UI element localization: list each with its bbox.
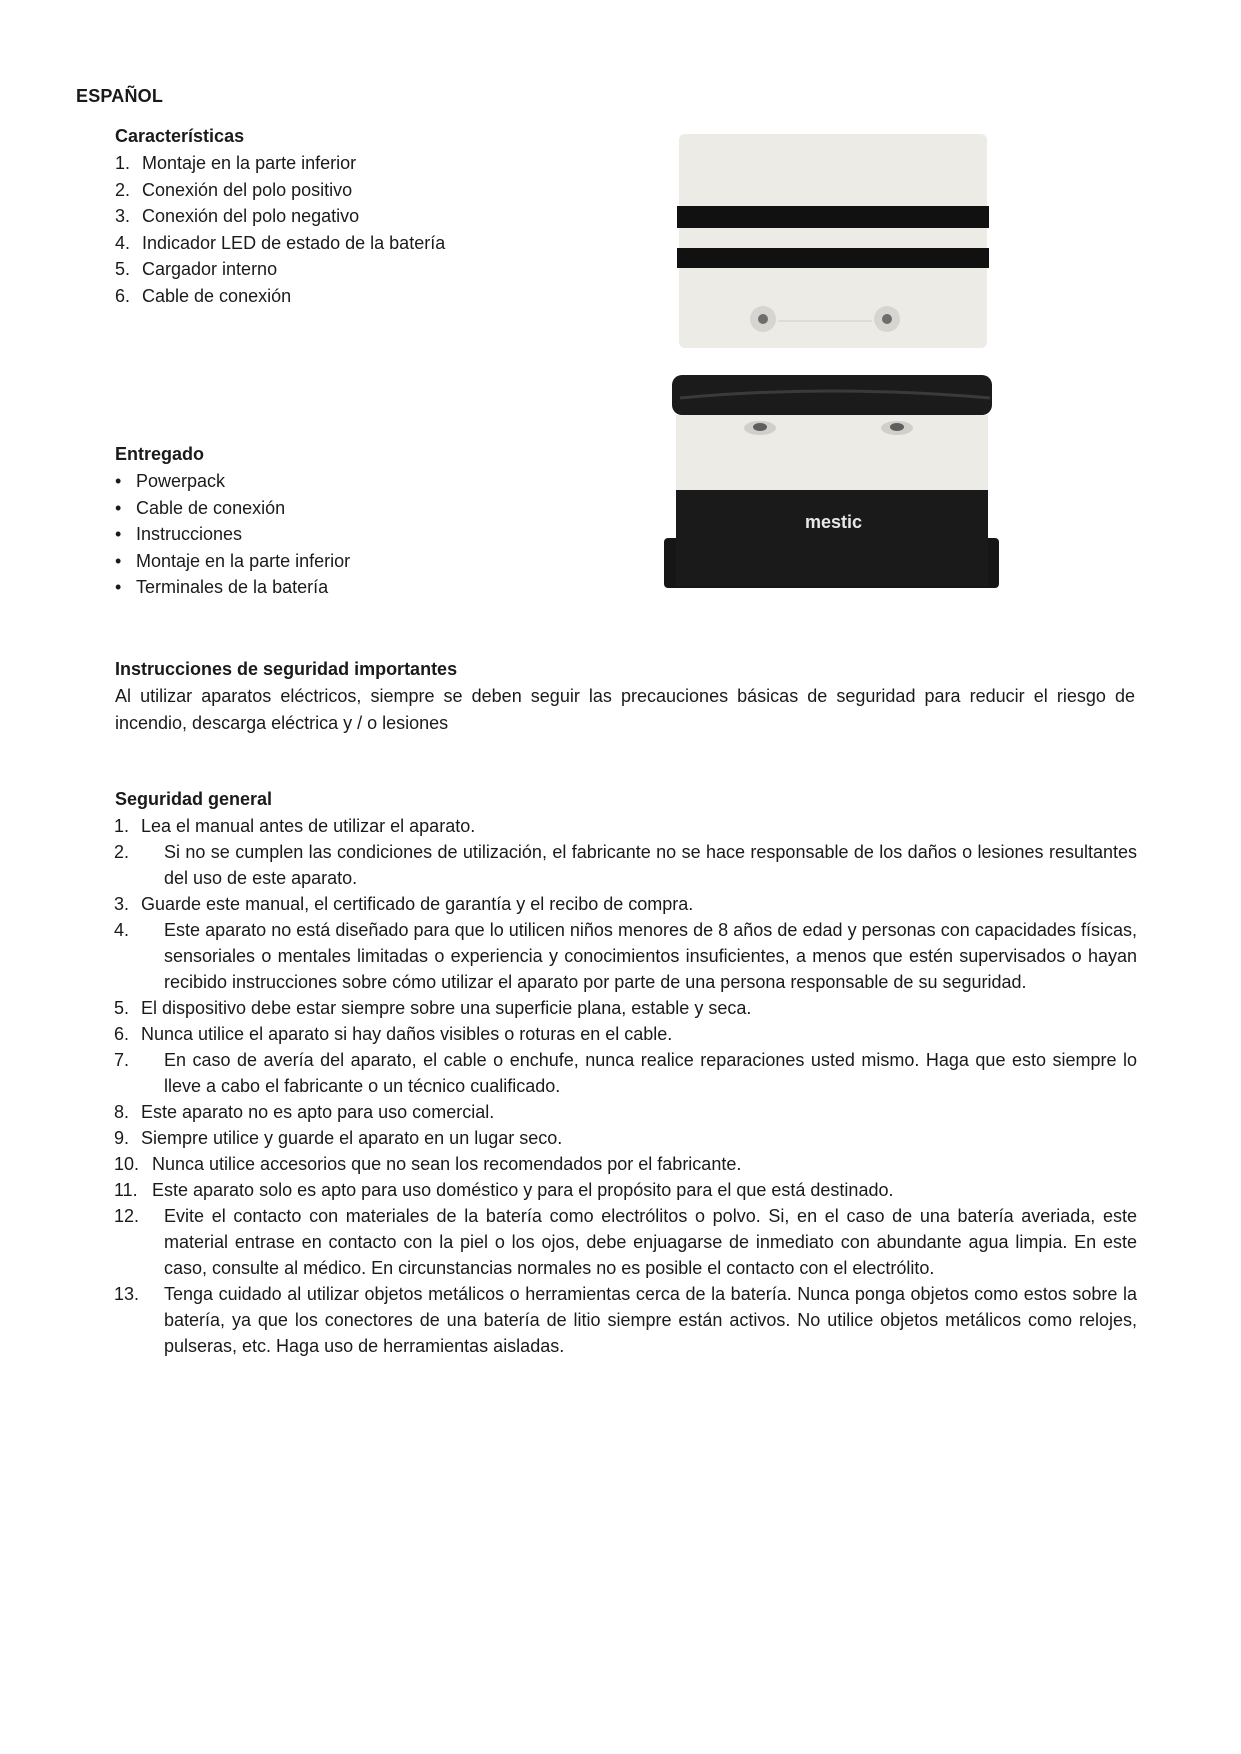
item-number: 8. (114, 1102, 130, 1122)
battery-front-light (676, 415, 988, 490)
general-safety-section (115, 786, 1137, 1359)
item-number: 2. (114, 842, 130, 862)
list-item (114, 1281, 1137, 1359)
list-item (115, 230, 615, 257)
general-safety-list (115, 813, 1137, 1359)
item-number: 3. (114, 894, 130, 914)
item-text: Este aparato no está diseñado para que lo utilicen niños menores de 8 años de edad y personas con capacidades físicas, sensoriales o mentales limitadas o experiencia y conocimientos insuficientes, a menos que estén supervisados o hayan recibido instrucciones sobre cómo utilizar el aparato por parte de una persona responsable de su seguridad. (164, 920, 1137, 992)
item-text: Si no se cumplen las condiciones de utilización, el fabricante no se hace responsable de los daños o lesiones resultantes del uso de este aparato. (164, 842, 1137, 888)
item-text: Powerpack (136, 471, 226, 491)
list-item (115, 468, 615, 495)
list-item (114, 1177, 1137, 1203)
battery-front-dark (676, 490, 988, 586)
list-item (115, 283, 615, 310)
item-text: Este aparato no es apto para uso comercial. (141, 1102, 495, 1122)
item-number: 3. (115, 206, 131, 226)
terminal-right-center (890, 423, 904, 431)
item-number: 4. (114, 920, 130, 940)
battery-top-body (679, 134, 987, 348)
item-number: 5. (115, 259, 131, 279)
item-text: Conexión del polo positivo (142, 179, 353, 200)
general-safety-title: Seguridad general (115, 789, 273, 809)
item-text: Cable de conexión (136, 497, 286, 518)
item-text: Tenga cuidado al utilizar objetos metálicos o herramientas cerca de la batería. Nunca ponga objetos como estos sobre la batería, ya que los conectores de una batería de litio siempre están activos. No utilice objetos metálicos como relojes, pulseras, etc. Haga uso de herramientas aisladas. (164, 1284, 1137, 1356)
item-number: 6. (114, 1024, 130, 1044)
brand-logo: mestic (805, 512, 863, 532)
item-number: 7. (114, 1050, 130, 1070)
list-item (114, 839, 1137, 891)
item-number: 4. (115, 232, 131, 253)
item-text: Montaje en la parte inferior (142, 153, 357, 173)
item-text: Terminales de la batería (136, 577, 329, 597)
list-item (114, 1047, 1137, 1099)
list-item (114, 1021, 1137, 1047)
list-item (114, 917, 1137, 995)
list-item (115, 548, 615, 575)
bullet-icon: • (115, 471, 122, 491)
list-item (115, 177, 615, 204)
bullet-icon: • (115, 497, 122, 518)
important-safety-title: Instrucciones de seguridad importantes (115, 659, 458, 679)
strap-bottom (677, 248, 989, 268)
list-item (114, 1203, 1137, 1281)
item-text: Este aparato solo es apto para uso doméstico y para el propósito para el que está destinado. (152, 1180, 894, 1200)
item-text: Nunca utilice accesorios que no sean los recomendados por el fabricante. (152, 1154, 742, 1174)
item-number: 5. (114, 998, 130, 1018)
list-item (115, 203, 615, 230)
item-number: 13. (114, 1284, 140, 1304)
list-item (115, 574, 615, 601)
powerpack-image (660, 128, 1020, 608)
features-section (115, 123, 615, 309)
features-title: Características (115, 126, 245, 146)
list-item (115, 256, 615, 283)
delivered-title: Entregado (115, 444, 205, 464)
item-text: Siempre utilice y guarde el aparato en un lugar seco. (141, 1128, 563, 1148)
list-item (114, 813, 1137, 839)
item-number: 12. (114, 1206, 140, 1226)
list-item (115, 521, 615, 548)
item-number: 1. (115, 153, 131, 173)
item-text: Nunca utilice el aparato si hay daños visibles o roturas en el cable. (141, 1024, 673, 1044)
list-item (114, 995, 1137, 1021)
item-number: 11. (114, 1180, 138, 1200)
mount-hole-left-center (758, 314, 768, 324)
important-safety-body: Al utilizar aparatos eléctricos, siempre se deben seguir las precauciones básicas de seguridad para reducir el riesgo de incendio, descarga eléctrica y / o lesiones (115, 686, 1135, 733)
delivered-list (115, 468, 615, 601)
item-text: Guarde este manual, el certificado de garantía y el recibo de compra. (141, 894, 694, 914)
list-item (114, 1099, 1137, 1125)
item-text: Cable de conexión (142, 285, 292, 306)
bullet-icon: • (115, 550, 122, 571)
item-text: Conexión del polo negativo (142, 206, 360, 226)
strap-top (677, 206, 989, 228)
language-heading: ESPAÑOL (76, 86, 164, 106)
item-text: El dispositivo debe estar siempre sobre una superficie plana, estable y seca. (141, 998, 752, 1018)
bullet-icon: • (115, 524, 122, 544)
list-item (115, 495, 615, 522)
item-number: 9. (114, 1128, 130, 1148)
mount-hole-right-center (882, 314, 892, 324)
list-item (115, 150, 615, 177)
item-text: Montaje en la parte inferior (136, 550, 351, 571)
terminal-left-center (753, 423, 767, 431)
item-text: Lea el manual antes de utilizar el aparato. (141, 816, 476, 836)
item-text: Instrucciones (136, 524, 243, 544)
features-list (115, 150, 615, 309)
important-safety-section (115, 656, 1135, 737)
item-text: Evite el contacto con materiales de la batería como electrólitos o polvo. Si, en el caso de una batería averiada, este material entrase en contacto con la piel o los ojos, debe enjuagarse de inmediato con abundante agua limpia. En este caso, consulte al médico. En circunstancias normales no es posible el contacto con el electrólito. (164, 1206, 1137, 1278)
list-item (114, 1151, 1137, 1177)
item-number: 10. (114, 1154, 140, 1174)
item-text: Indicador LED de estado de la batería (142, 232, 446, 253)
bullet-icon: • (115, 577, 122, 597)
item-number: 1. (114, 816, 130, 836)
item-number: 2. (115, 179, 131, 200)
item-number: 6. (115, 285, 131, 306)
delivered-section (115, 441, 615, 601)
item-text: Cargador interno (142, 259, 278, 279)
item-text: En caso de avería del aparato, el cable o enchufe, nunca realice reparaciones usted mismo. Haga que esto siempre lo lleve a cabo el fabricante o un técnico cualificado. (164, 1050, 1137, 1096)
list-item (114, 1125, 1137, 1151)
list-item (114, 891, 1137, 917)
